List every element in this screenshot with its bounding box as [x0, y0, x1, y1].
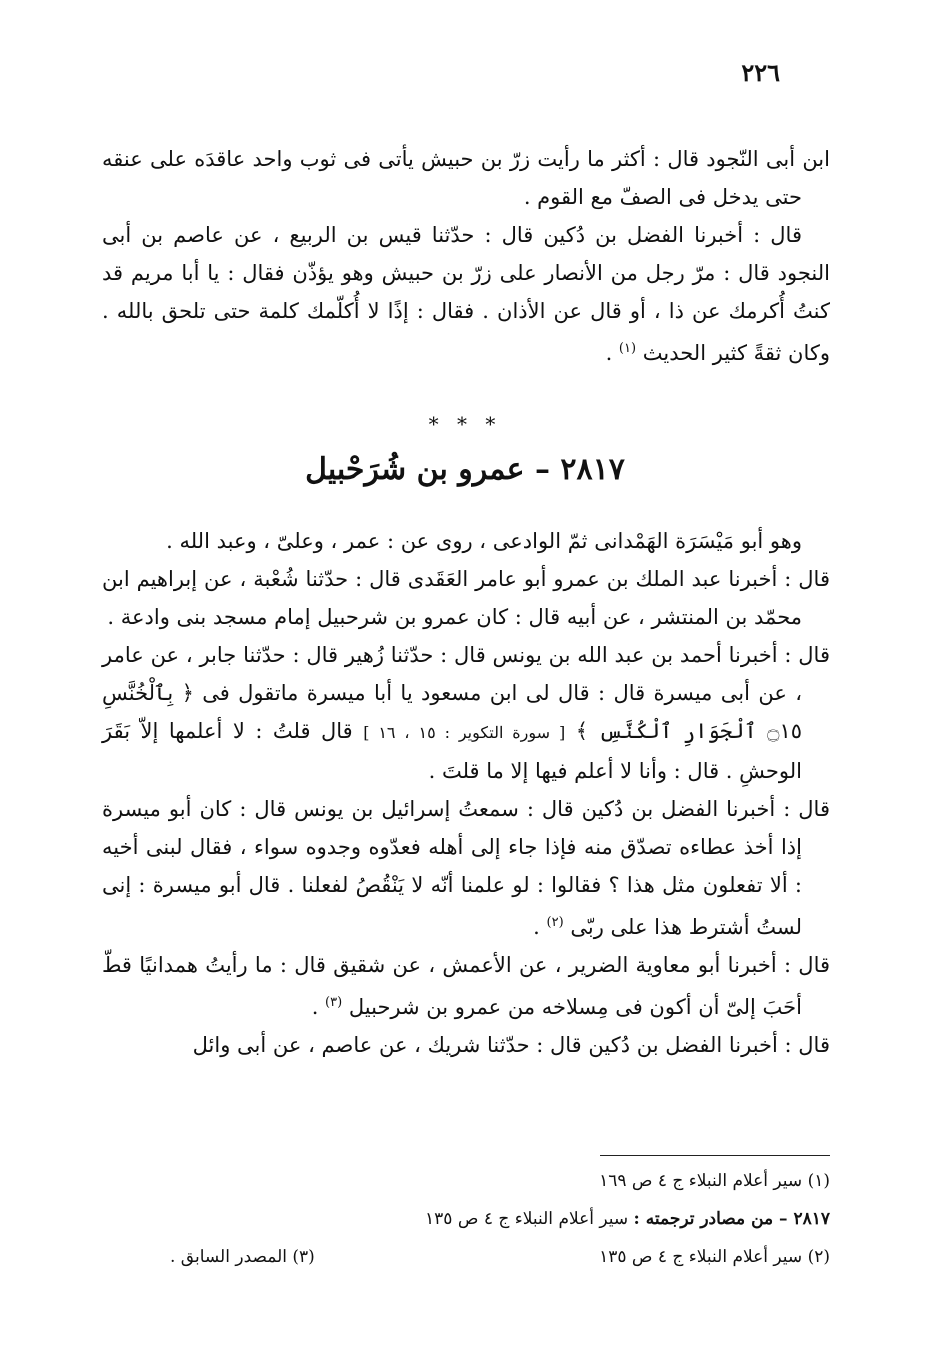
footnote-row — [170, 1238, 830, 1276]
footnote-3: (٣) المصدر السابق . — [170, 1247, 315, 1267]
surah-reference: [ سورة التكوير : ١٥ ، ١٦ ] — [363, 723, 566, 742]
footnote-2: (٢) سير أعلام النبلاء ج ٤ ص ١٣٥ — [599, 1247, 830, 1267]
paragraph — [102, 636, 830, 790]
paragraph — [102, 522, 830, 560]
previous-entry-text — [102, 140, 830, 372]
sources-label: ٢٨١٧ – من مصادر ترجمته : — [633, 1209, 830, 1229]
paragraph-text: قال : أخبرنا الفضل بن دُكين قال : سمعتُ إسرائيل بن يونس قال : كان أبو ميسرة إذا أخذ عطاءه تصدّق منه فإذا جاء إلى أهله فعدّوه وجدوه سواء ، فقال لبنى أخيه : ألا تفعلون مثل هذا ؟ فقالوا : لو علمنا أنّه لا يَنْقُصُ لفعلنا . قال أبو ميسرة : إنى لستُ أشترط هذا على ربّى — [102, 797, 830, 939]
footnote-divider — [600, 1155, 830, 1156]
paragraph — [102, 216, 830, 372]
paragraph-text: قال : أخبرنا عبد الملك بن عمرو أبو عامر العَقَدى قال : حدّثنا شُعْبة ، عن إبراهيم ابن محمّد بن المنتشر ، عن أبيه قال : كان عمرو بن شرحبيل إمام مسجد بنى وادعة . — [102, 567, 830, 629]
paragraph-text: قال قلتُ : لا أعلمها إلاّ بَقَرَ الوحشِ . قال : وأنا لا أعلم فيها إلا ما قلتَ . — [102, 719, 802, 783]
entry-heading: ٢٨١٧ – عمرو بن شُرَحْبيل — [305, 452, 625, 487]
paragraph — [102, 1026, 830, 1064]
page-number: ٢٢٦ — [741, 58, 780, 87]
paragraph-end: . — [311, 995, 326, 1019]
paragraph-end: . — [605, 341, 619, 365]
footnotes — [102, 1162, 830, 1276]
paragraph-text: ابن أبى النّجود قال : أكثر ما رأيت زرّ بن حبيش يأتى فى ثوب واحد عاقدَه على عنقه حتى يدخل فى الصفّ مع القوم . — [102, 147, 830, 209]
paragraph-text: قال : أخبرنا الفضل بن دُكين قال : حدّثنا شريك ، عن عاصم ، عن أبى وائل — [192, 1033, 830, 1057]
footnote-marker: (٣) — [325, 995, 343, 1010]
paragraph-text: قال : أخبرنا الفضل بن دُكين قال : حدّثنا قيس بن الربيع ، عن عاصم بن أبى النجود قال : مرّ رجل من الأنصار على زرّ بن حبيش وهو يؤذّن فقال : يا أبا مريم قد كنتُ أُكرمك عن ذا ، أو قال عن الأذان . فقال : إذًا لا أُكلّمك كلمة حتى تلحق بالله . وكان ثقةً كثير الحديث — [102, 223, 830, 365]
footnote-marker: (٢) — [546, 915, 564, 930]
paragraph-text: قال : أخبرنا أحمد بن عبد الله بن يونس قال : حدّثنا زُهير قال : حدّثنا جابر ، عن عامر ، عن أبى ميسرة قال : قال لى ابن مسعود يا أبا ميسرة ماتقول فى — [102, 643, 830, 705]
paragraph — [102, 790, 830, 946]
entry-text — [102, 522, 830, 1064]
section-separator: * * * — [428, 412, 502, 436]
footnote-marker: (١) — [618, 341, 637, 356]
footnote-1: (١) سير أعلام النبلاء ج ٤ ص ١٦٩ — [599, 1171, 830, 1191]
paragraph-end: . — [533, 915, 547, 939]
paragraph — [102, 946, 830, 1026]
paragraph-text: وهو أبو مَيْسَرَة الهَمْدانى ثمّ الوادعى ، روى عن : عمر ، وعلىّ ، وعبد الله . — [166, 529, 802, 553]
sources-note — [102, 1200, 830, 1238]
paragraph — [102, 560, 830, 636]
quran-verse: ﴿ بِٱلْخُنَّسِ ۝١٥ ٱلْجَوَارِ ٱلْكُنَّسِ ﴾ — [102, 681, 803, 743]
paragraph-text: قال : أخبرنا أبو معاوية الضرير ، عن الأعمش ، عن شقيق قال : ما رأيتُ همدانيًا قطّ أحَبَ إلىّ أن أكون فى مِسلاخه من عمرو بن شرحبيل — [102, 953, 830, 1019]
paragraph — [102, 140, 830, 216]
sources-text: سير أعلام النبلاء ج ٤ ص ١٣٥ — [425, 1209, 634, 1229]
